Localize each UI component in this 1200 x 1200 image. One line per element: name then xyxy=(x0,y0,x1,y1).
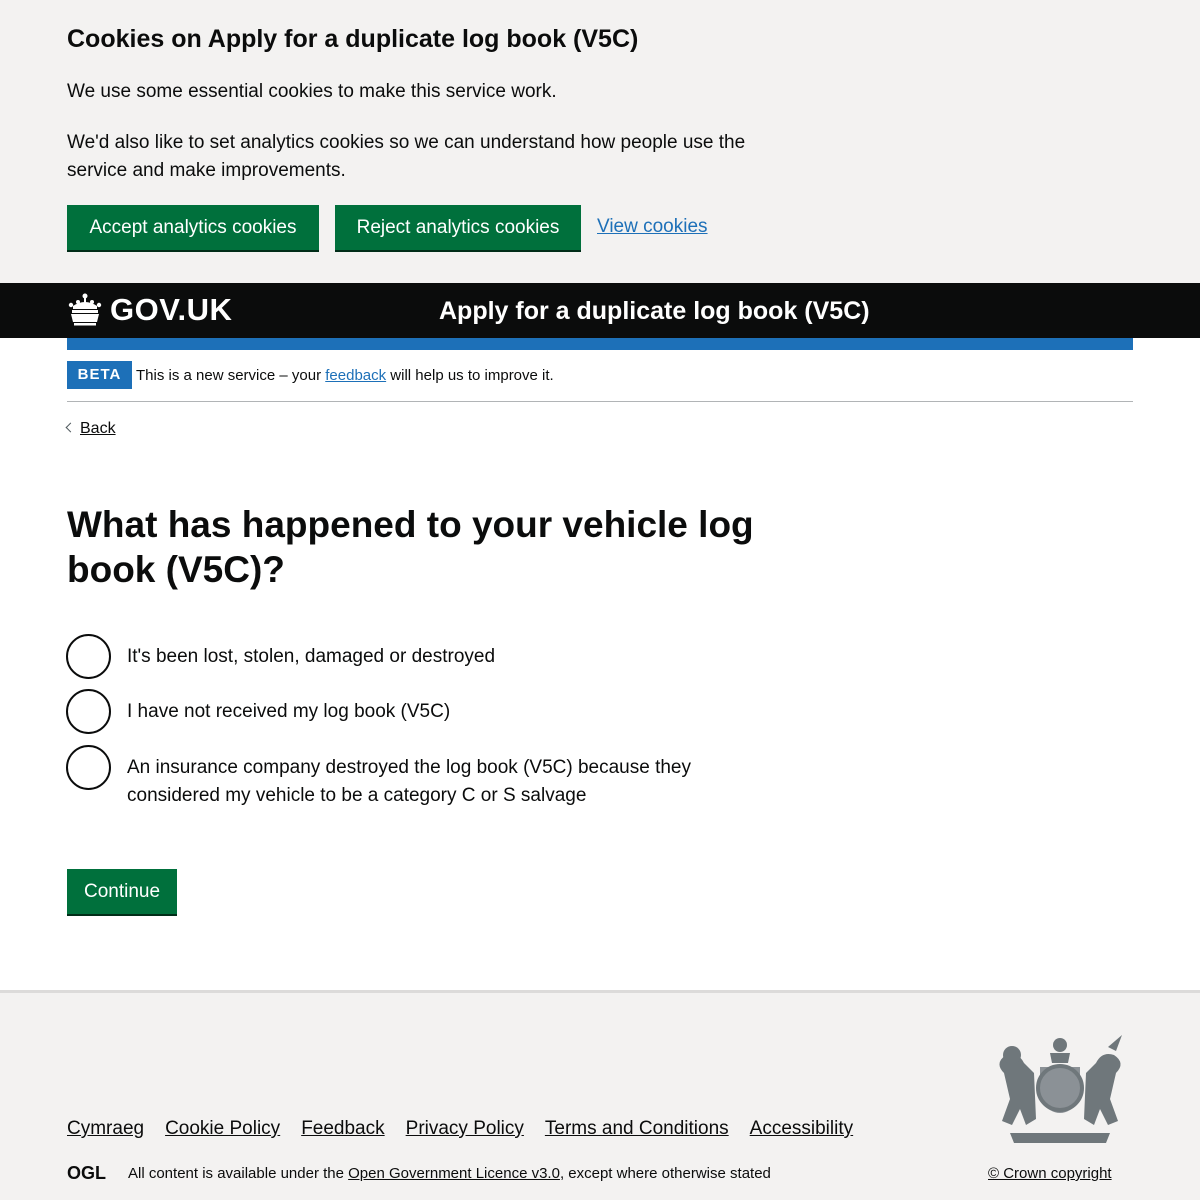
ogl-logo-icon xyxy=(67,1163,113,1181)
licence-text-before: All content is available under the xyxy=(128,1165,349,1182)
royal-coat-of-arms-icon xyxy=(990,1033,1130,1151)
footer-link-cymraeg[interactable]: Cymraeg xyxy=(67,1118,145,1139)
service-name-link[interactable]: Apply for a duplicate log book (V5C) xyxy=(439,297,870,325)
phase-banner xyxy=(67,360,1133,402)
phase-banner-text xyxy=(136,366,554,386)
header-blue-bar xyxy=(67,338,1133,350)
reject-analytics-cookies-button[interactable]: Reject analytics cookies xyxy=(335,205,581,250)
site-header xyxy=(0,283,1200,338)
phase-text-before: This is a new service – your xyxy=(136,367,326,384)
beta-tag: BETA xyxy=(67,361,132,389)
footer-link-accessibility[interactable]: Accessibility xyxy=(749,1118,854,1139)
footer-links xyxy=(67,1116,853,1142)
cookie-banner-text: We'd also like to set analytics cookies so we can understand how people use the service and make improvements. xyxy=(67,132,746,181)
open-government-licence-link[interactable]: Open Government Licence v3.0 xyxy=(348,1165,560,1182)
radio-label[interactable]: An insurance company destroyed the log book (V5C) because they considered my vehicle to be a category C or S salvage xyxy=(127,757,691,806)
footer-link-feedback[interactable]: Feedback xyxy=(301,1118,385,1139)
ogl-logo-text: OGL xyxy=(67,1163,106,1181)
page-title: What has happened to your vehicle log book (V5C)? xyxy=(67,504,754,590)
radio-button[interactable] xyxy=(66,634,111,679)
continue-button[interactable]: Continue xyxy=(67,869,177,914)
cookie-banner xyxy=(0,0,1200,283)
cookie-banner-text: We use some essential cookies to make this service work. xyxy=(67,81,557,102)
crown-copyright-link[interactable]: © Crown copyright xyxy=(988,1165,1112,1182)
govuk-logo-link[interactable]: GOV.UK xyxy=(110,292,233,327)
footer-link-cookie-policy[interactable]: Cookie Policy xyxy=(165,1118,281,1139)
accept-analytics-cookies-button[interactable]: Accept analytics cookies xyxy=(67,205,319,250)
phase-text-after: will help us to improve it. xyxy=(386,367,554,384)
footer-link-terms[interactable]: Terms and Conditions xyxy=(544,1118,729,1139)
licence-text xyxy=(128,1164,771,1184)
back-link[interactable] xyxy=(67,419,116,439)
radio-button[interactable] xyxy=(66,745,111,790)
radio-button[interactable] xyxy=(66,689,111,734)
view-cookies-link[interactable]: View cookies xyxy=(597,216,708,237)
radio-label[interactable]: It's been lost, stolen, damaged or destroyed xyxy=(127,646,496,667)
licence-text-after: , except where otherwise stated xyxy=(559,1165,771,1182)
radio-label[interactable]: I have not received my log book (V5C) xyxy=(127,701,451,722)
cookie-banner-title: Cookies on Apply for a duplicate log book (V5C) xyxy=(67,25,639,53)
site-footer xyxy=(0,990,1200,1200)
footer-link-privacy-policy[interactable]: Privacy Policy xyxy=(405,1118,524,1139)
feedback-link[interactable]: feedback xyxy=(325,367,387,384)
crown-icon xyxy=(67,292,103,326)
back-link-label: Back xyxy=(80,420,116,437)
chevron-left-icon xyxy=(66,423,76,433)
